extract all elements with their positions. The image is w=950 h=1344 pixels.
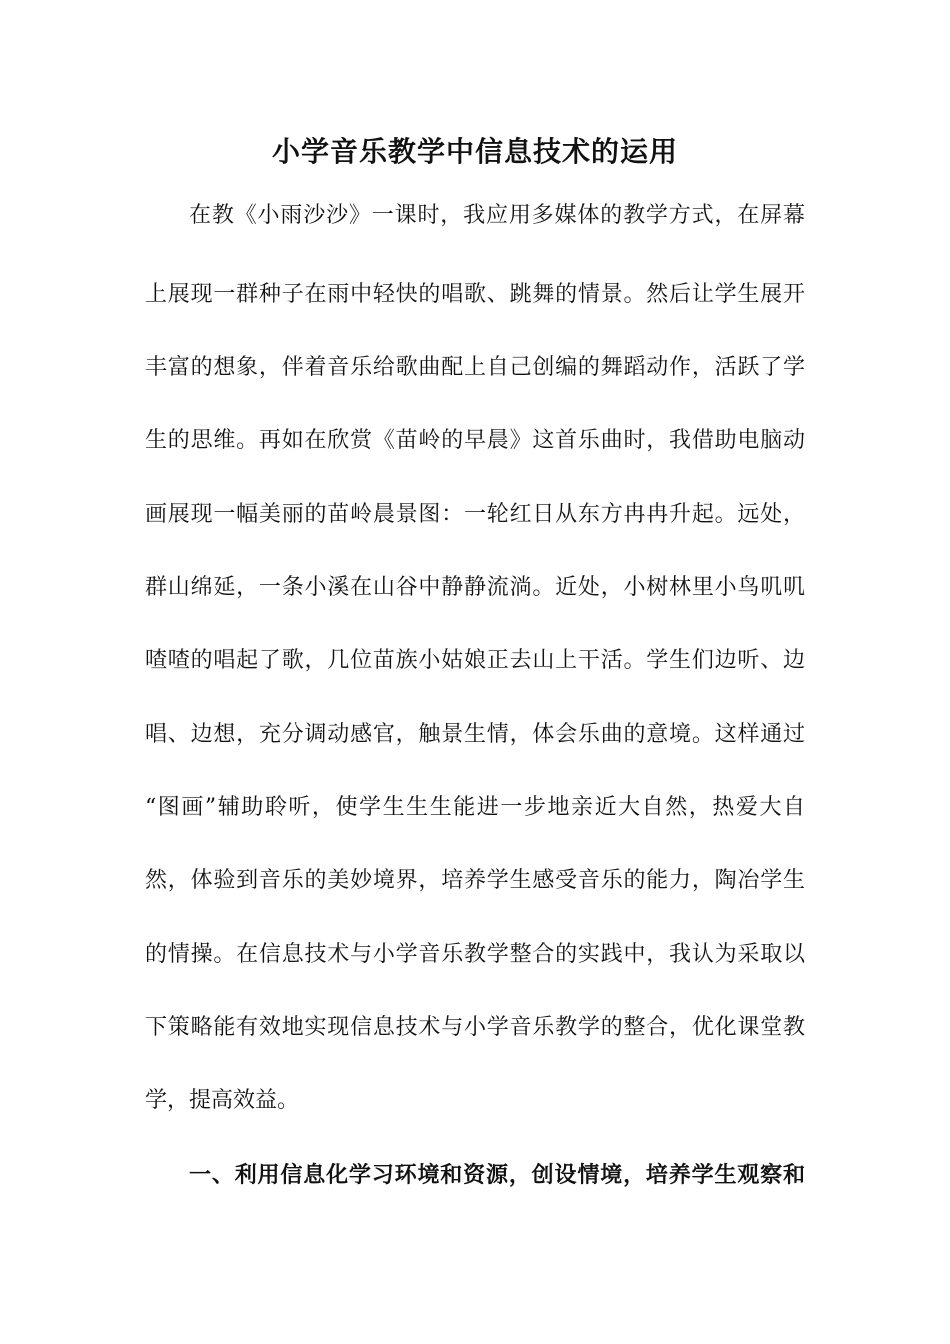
- paragraph-line: 喳喳的唱起了歌，几位苗族小姑娘正去山上干活。学生们边听、边: [145, 648, 805, 673]
- section-heading: 一、利用信息化学习环境和资源，创设情境，培养学生观察和: [189, 1162, 805, 1188]
- paragraph-line: “图画”辅助聆听，使学生生生能进一步地亲近大自然，热爱大自: [145, 795, 805, 820]
- paragraph-line: 学，提高效益。: [145, 1088, 300, 1113]
- document-title: 小学音乐教学中信息技术的运用: [271, 135, 678, 168]
- paragraph-line: 群山绵延，一条小溪在山谷中静静流淌。近处，小树林里小鸟叽叽: [145, 575, 805, 600]
- paragraph-line: 下策略能有效地实现信息技术与小学音乐教学的整合，优化课堂教: [145, 1015, 805, 1040]
- paragraph-line: 丰富的想象，伴着音乐给歌曲配上自己创编的舞蹈动作，活跃了学: [145, 355, 805, 380]
- paragraph-line: 然，体验到音乐的美妙境界，培养学生感受音乐的能力，陶冶学生: [145, 868, 805, 893]
- paragraph-line: 画展现一幅美丽的苗岭晨景图：一轮红日从东方冉冉升起。远处，: [145, 502, 805, 527]
- paragraph-line: 在教《小雨沙沙》一课时，我应用多媒体的教学方式，在屏幕: [189, 203, 805, 228]
- paragraph-line: 唱、边想，充分调动感官，触景生情，体会乐曲的意境。这样通过: [145, 722, 805, 747]
- paragraph-line: 生的思维。再如在欣赏《苗岭的早晨》这首乐曲时，我借助电脑动: [145, 428, 805, 453]
- paragraph-line: 上展现一群种子在雨中轻快的唱歌、跳舞的情景。然后让学生展开: [145, 282, 805, 307]
- paragraph-line: 的情操。在信息技术与小学音乐教学整合的实践中，我认为采取以: [145, 942, 805, 967]
